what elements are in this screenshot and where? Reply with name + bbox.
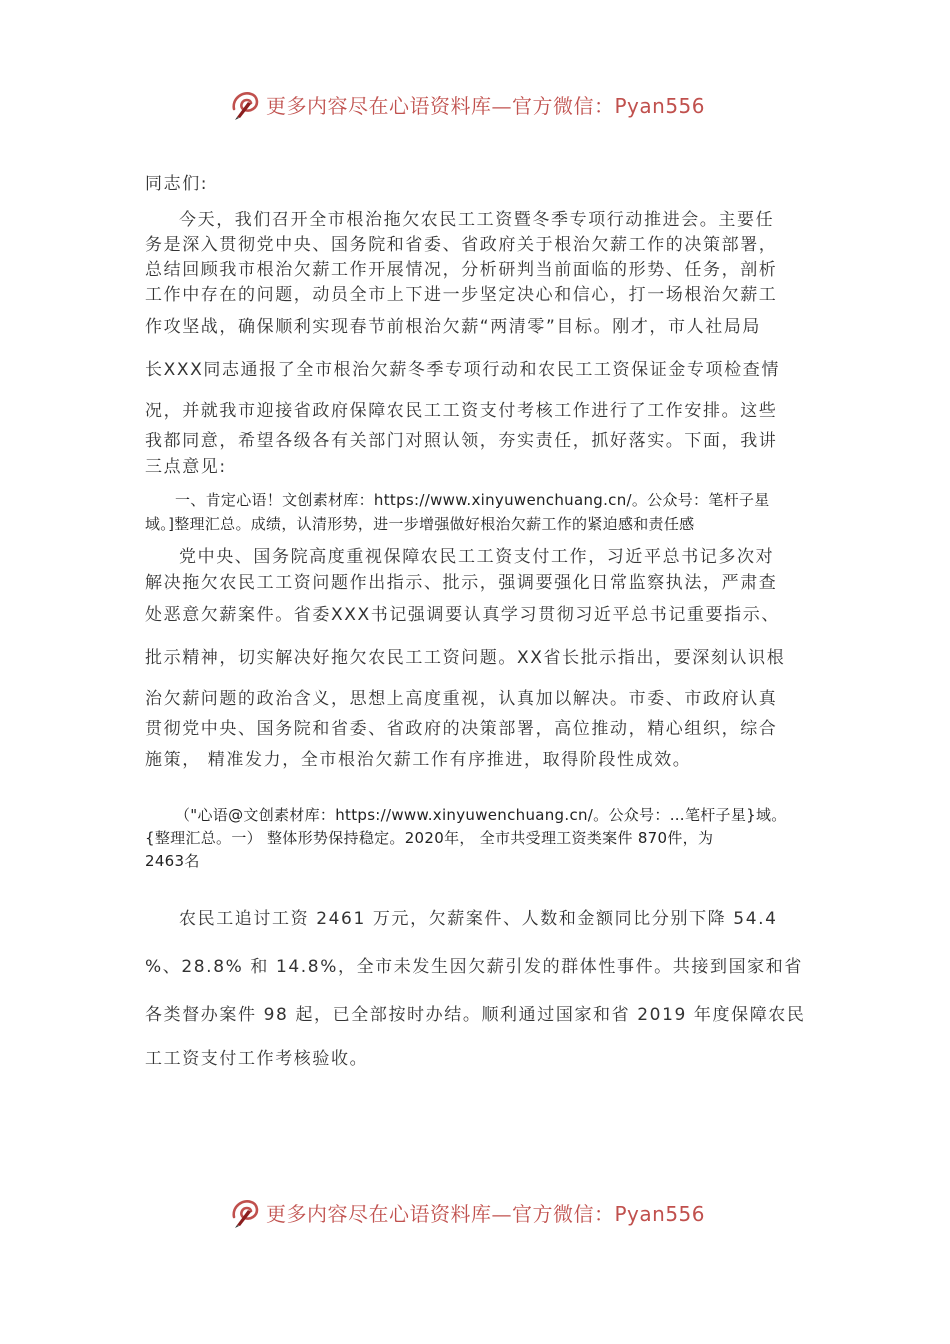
text-line: 今天，我们召开全市根治拖欠农民工工资暨冬季专项行动推进会。主要任 [179, 210, 775, 230]
text-line: {整理汇总。一） 整体形势保持稳定。2020年， 全市共受理工资类案件 870件，为 [145, 829, 714, 847]
text-line: 作攻坚战，确保顺利实现春节前根治欠薪“两清零”目标。刚才，市人社局局 [145, 317, 762, 337]
text-line: 施策， 精准发力，全市根治欠薪工作有序推进，取得阶段性成效。 [145, 750, 692, 770]
paragraph-policy [145, 544, 807, 778]
note-paragraph [145, 804, 807, 873]
text-line: 工工资支付工作考核验收。 [145, 1049, 369, 1069]
wechat-handle: Pyan556 [614, 1201, 706, 1226]
text-line: 党中央、国务院高度重视保障农民工工资支付工作，习近平总书记多次对 [179, 547, 775, 567]
text-line: （"心语@文创素材库：https://www.xinyuwenchuang.cn/。公众号：…笔杆子星}域。 [175, 806, 787, 824]
text-line: 务是深入贯彻党中央、国务院和省委、省政府关于根治欠薪工作的决策部署， [145, 235, 778, 255]
paragraph-intro [145, 208, 807, 480]
text-line: 况，并就我市迎接省政府保障农民工工资支付考核工作进行了工作安排。这些 [145, 401, 778, 421]
text-line: 农民工追讨工资 2461 万元，欠薪案件、人数和金额同比分别下降 54.4 [179, 909, 778, 929]
text-line: 处恶意欠薪案件。省委XXX书记强调要认真学习贯彻习近平总书记重要指示、 [145, 605, 780, 625]
banner-text: 更多内容尽在心语资料库—官方微信：Pyan556 [266, 1201, 706, 1226]
text-line: 三点意见: [145, 457, 227, 477]
text-line: 域。]整理汇总。成绩，认清形势，进一步增强做好根治欠薪工作的紧迫感和责任感 [145, 515, 695, 533]
text-line: %、28.8% 和 14.8%，全市未发生因欠薪引发的群体性事件。共接到国家和省 [145, 957, 803, 977]
text-line: 2463名 [145, 852, 200, 870]
wechat-handle: Pyan556 [614, 93, 706, 118]
text-line: 长XXX同志通报了全市根治欠薪冬季专项行动和农民工工资保证金专项检查情 [145, 360, 780, 380]
text-line: 工作中存在的问题，动员全市上下进一步坚定决心和信心，打一场根治欠薪工 [145, 285, 778, 305]
text-line: 贯彻党中央、国务院和省委、省政府的决策部署，高位推动，精心组织，综合 [145, 719, 778, 739]
header-banner [228, 84, 705, 124]
text-line: 我都同意，希望各级各有关部门对照认领，夯实责任，抓好落实。下面，我讲 [145, 431, 778, 451]
footer-banner [228, 1192, 705, 1232]
text-line: 各类督办案件 98 起，已全部按时办结。顺利通过国家和省 2019 年度保障农民 [145, 1005, 806, 1025]
banner-text: 更多内容尽在心语资料库—官方微信：Pyan556 [266, 93, 706, 118]
text-line: 解决拖欠农民工工资问题作出指示、批示，强调要强化日常监察执法，严肃查 [145, 573, 778, 593]
section-heading-1 [145, 488, 807, 536]
text-line: 批示精神，切实解决好拖欠农民工工资问题。XX省长批示指出，要深刻认识根 [145, 648, 786, 668]
salutation: 同志们: [145, 174, 209, 194]
pen-swirl-logo-icon [228, 87, 262, 121]
text-line: 总结回顾我市根治欠薪工作开展情况，分析研判当前面临的形势、任务，剖析 [145, 260, 778, 280]
paragraph-statistics [145, 895, 807, 1079]
pen-swirl-logo-icon [228, 1195, 262, 1229]
document-body [145, 168, 807, 1079]
text-line: 治欠薪问题的政治含义，思想上高度重视，认真加以解决。市委、市政府认真 [145, 689, 778, 709]
text-line: 一、肯定心语！文创素材库：https://www.xinyuwenchuang.cn/。公众号：笔杆子星 [175, 491, 770, 509]
